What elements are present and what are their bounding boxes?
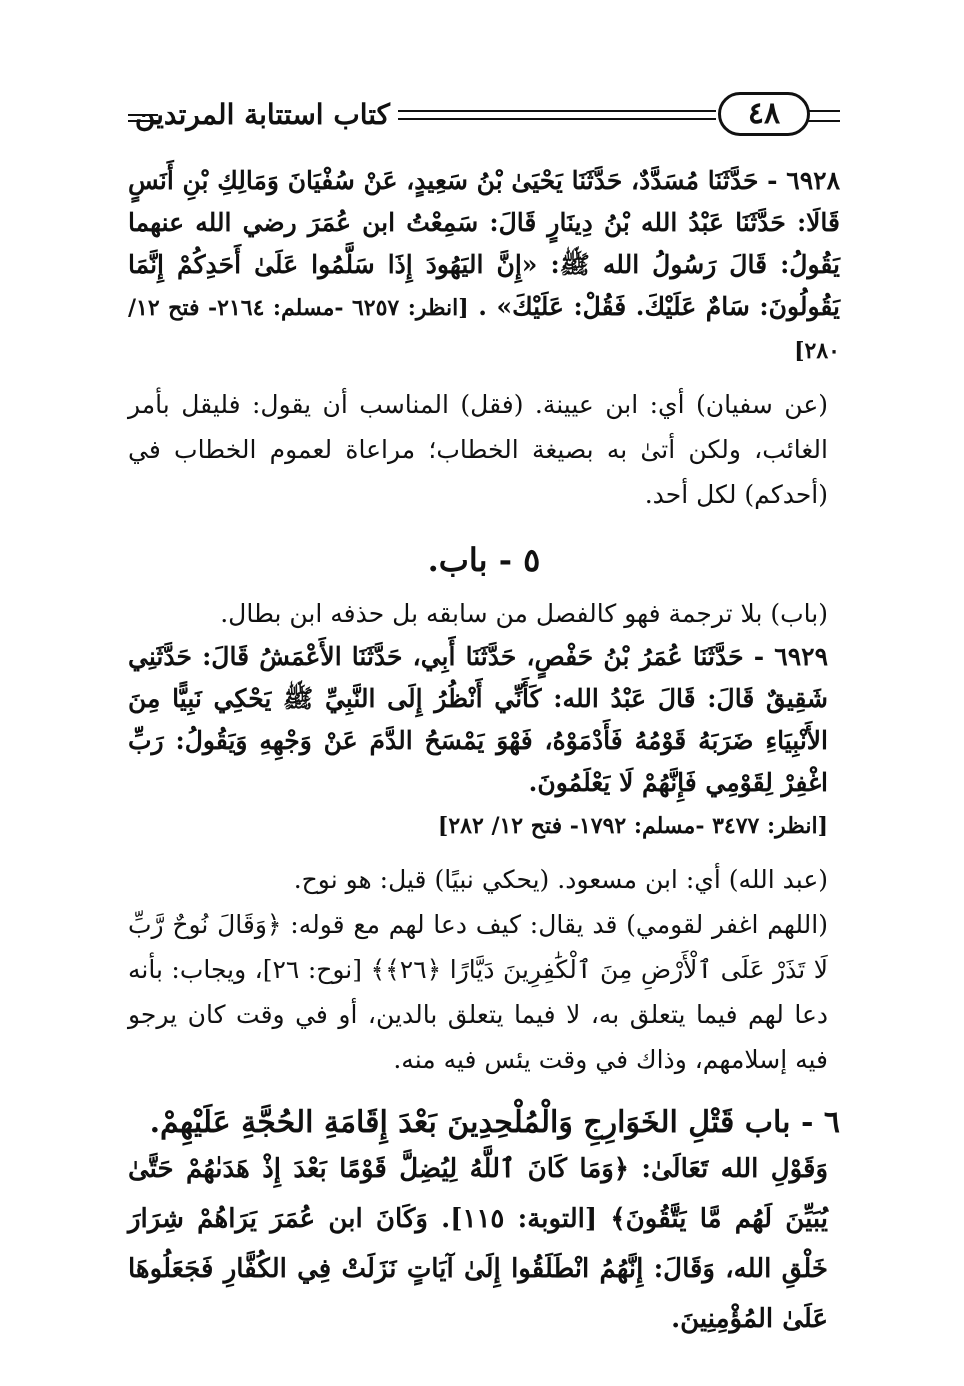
hadith-6928-text: ٦٩٢٨ - حَدَّثَنَا مُسَدَّدٌ، حَدَّثَنَا يَحْيَىٰ بْنُ سَعِيدٍ، عَنْ سُفْيَانَ وَمَالِكِ بْنِ أَنَسٍ قَالَا: حَدَّثَنَا عَبْدُ الله بْنُ دِينَارٍ قَالَ: سَمِعْتُ ابن عُمَرَ رضي الله عنهما يَقُولُ: قَالَ رَسُولُ الله ﷺ: «إِنَّ اليَهُودَ إِذَا سَلَّمُوا عَلَىٰ أَحَدِكُمْ إِنَّمَا يَقُولُونَ: سَامٌ عَلَيْكَ. فَقُلْ: عَلَيْكَ» . xyxy=(128,166,840,321)
hadith-6929-reference: [انظر: ٣٤٧٧ -مسلم: ١٧٩٢- فتح ١٢/ ٢٨٢] xyxy=(437,813,828,839)
chapter-heading-5: ٥ - باب. xyxy=(427,541,541,579)
hadith-6928 xyxy=(128,160,840,372)
hadith-6928-reference: [انظر: ٦٢٥٧ -مسلم: ٢١٦٤- فتح ١٢/ ٢٨٠] xyxy=(128,295,840,364)
page-content xyxy=(128,160,840,1344)
chapter-heading-6: ٦ - باب قَتْلِ الخَوَارِجِ وَالْمُلْحِدِينَ بَعْدَ إِقَامَةِ الحُجَّةِ عَلَيْهِمْ. xyxy=(149,1105,840,1140)
commentary-6929-a: (عبد الله) أي: ابن مسعود. (يحكي نبيًا) قيل: هو نوح. xyxy=(293,865,828,894)
chapter-6-text: وَقَوْلِ الله تَعَالَىٰ: ﴿وَمَا كَانَ ٱللَّهُ لِيُضِلَّ قَوْمًا بَعْدَ إِذْ هَدَىٰهُمْ حَتَّىٰ يُبَيِّنَ لَهُم مَّا يَتَّقُونَ﴾ [التوبة: ١١٥]. وَكَانَ ابن عُمَرَ يَرَاهُمْ شِرَارَ خَلْقِ الله، وَقَالَ: إِنَّهُمُ انْطَلَقُوا إِلَىٰ آيَاتٍ نَزَلَتْ فِي الكُفَّارِ فَجَعَلُوهَا عَلَىٰ المُؤْمِنِينَ. xyxy=(128,1154,828,1334)
hadith-6929 xyxy=(128,636,840,847)
hadith-6929-text: ٦٩٢٩ - حَدَّثَنَا عُمَرُ بْنُ حَفْصٍ، حَدَّثَنَا أَبِي، حَدَّثَنَا الأَعْمَشُ قَالَ: حَدَّثَنِي شَقِيقٌ قَالَ: قَالَ عَبْدُ الله: كَأَنِّي أَنْظُرُ إِلَى النَّبِيِّ ﷺ يَحْكِي نَبِيًّا مِنَ الأَنْبِيَاءِ ضَرَبَهُ قَوْمُهُ فَأَدْمَوْهُ، فَهْوَ يَمْسَحُ الدَّمَ عَنْ وَجْهِهِ وَيَقُولُ: رَبِّ اغْفِرْ لِقَوْمِي فَإِنَّهُمْ لَا يَعْلَمُونَ. xyxy=(128,642,828,797)
header-ornament-right xyxy=(808,110,840,122)
commentary-6929-b: (اللهم اغفر لقومي) قد يقال: كيف دعا لهم مع قوله: ﴿وَقَالَ نُوحٌ رَّبِّ لَا تَذَرْ عَلَى ٱلْأَرْضِ مِنَ ٱلْكَٰفِرِينَ دَيَّارًا ﴿٢٦﴾﴾ [نوح: ٢٦]، ويجاب: بأنه دعا لهم فيما يتعلق به، لا فيما يتعلق بالدين، أو في وقت كان يرجو فيه إسلامهم، وذاك في وقت يئس فيه منه. xyxy=(128,910,828,1074)
header-rule-bottom xyxy=(398,118,716,120)
page-header xyxy=(128,92,840,152)
commentary-6928: (عن سفيان) أي: ابن عيينة. (فقل) المناسب أن يقول: فليقل بأمر الغائب، ولكن أتىٰ به بصيغة الخطاب؛ مراعاة لعموم الخطاب في (أحدكم) لكل أحد. xyxy=(128,390,828,509)
page-number: ٤٨ xyxy=(718,92,810,136)
header-rule-top xyxy=(398,110,716,112)
book-title: كتاب استتابة المرتدين xyxy=(134,98,390,131)
commentary-bab-5: (باب) بلا ترجمة فهو كالفصل من سابقه بل حذفه ابن بطال. xyxy=(220,599,828,628)
